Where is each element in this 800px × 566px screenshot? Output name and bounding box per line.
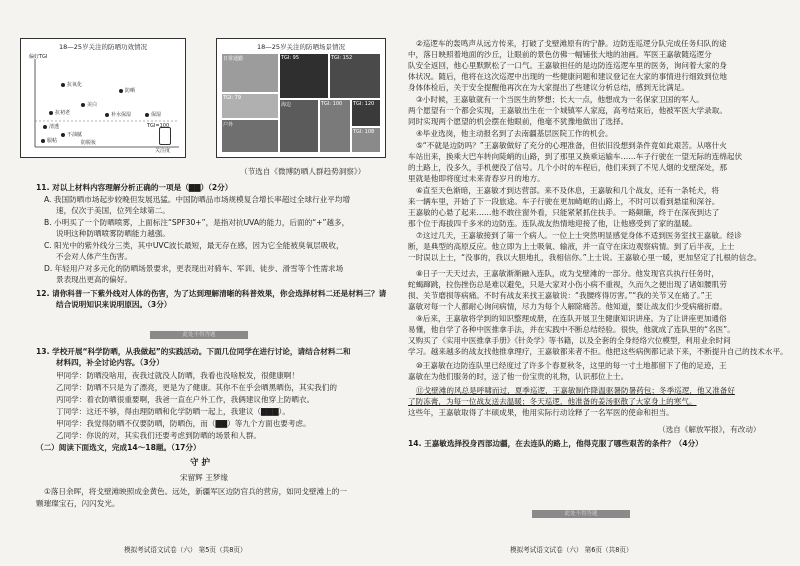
point-buyouni bbox=[61, 133, 65, 137]
right-page bbox=[400, 0, 800, 566]
treemap-cell-commute bbox=[221, 53, 279, 93]
treemap-cell-tgi152-label: TGI: 152 bbox=[331, 55, 353, 61]
point-bushui bbox=[105, 113, 109, 117]
article-line-21: ⑧日子一天天过去，王嘉敏渐渐融入连队，成为戈壁滩的一部分。他发现官兵执行任务时， bbox=[416, 269, 719, 278]
label-meibai: 美白 bbox=[87, 102, 98, 108]
article-line-18: ⑦这过几天，王嘉敏接到了第一个病人。一位上士突然明显感觉身体不适到医务室找王嘉敏。经诊 bbox=[416, 231, 742, 240]
article-line-08: 同时实现两个愿望的机会摆在他眼前，他毫不犹豫地做出了选择。 bbox=[408, 117, 629, 126]
article-line-33: 这些年，王嘉敏取得了丰硕成果，他用实际行动诠释了一名军医的使命和担当。 bbox=[408, 408, 674, 417]
label-buyouni: 不油腻 bbox=[67, 132, 83, 138]
q11-option-d-line2: 景表现出更高的偏好。 bbox=[56, 275, 132, 284]
article-authors: 宋留辉 王梦缘 bbox=[180, 473, 228, 482]
treemap-cell-outdoor bbox=[221, 119, 279, 153]
q11-stem: 11. 对以上材料内容理解分析正确的一项是（▇▇）（2分） bbox=[36, 183, 233, 192]
sunscreen-effect-panel bbox=[20, 38, 186, 158]
article-line-24: 嘉敏对每一个人都耐心询问病情，尽力为每个人解除痛苦。他知道，要让战友们少受病痛折磨。 bbox=[408, 302, 727, 311]
article-line-07: 两个愿望有一个都会实现，王嘉敏出生在一个城镇军人家庭，高考结束后，他被军医大学录取。 bbox=[408, 106, 727, 115]
left-panel-title: 18—25岁关注的防晒功效情况 bbox=[58, 43, 148, 51]
q13-dialog-jia: 甲同学：防晒没啥用，夜我过就没人防晒，我看也没啥脱发，很健康啊！ bbox=[56, 371, 299, 380]
article-line-28: 学习。越来越多的战友找他推拿理疗，王嘉敏都来者不拒。他把这些病例都记录下来，不断提升自己的技术水平。 bbox=[408, 347, 788, 356]
label-baoshi: 保湿 bbox=[151, 112, 162, 118]
article-para1-line1: ①落日余晖，将戈壁滩映照成金黄色。远处，新疆军区边防官兵的营房，如同戈壁滩上的一 bbox=[44, 487, 347, 496]
treemap-cell-outdoor-label: 户外 bbox=[223, 122, 234, 128]
article-line-29: ⑩王嘉敏在边防连队里已经度过了许多个春夏秋冬，这里的每一寸土地都留下了他的足迹，王 bbox=[416, 361, 727, 370]
point-baoshi bbox=[145, 113, 149, 117]
label-tgi100: TGI=100 bbox=[147, 123, 170, 129]
q11-option-a-line1: A. 我国防晒市场起步较晚但发展迅猛。中国防晒品市场规模复合增长率超过全球行业平均增 bbox=[44, 195, 351, 204]
article-line-22: 蛇蝎蹿跳，拉伤挫伤总是难以避免，只是大家对小伤小病不重视，久而久之便出现了诸如腰肌劳 bbox=[408, 280, 727, 289]
article-line-11: 车站出来，换乘大巴车转向陡峭的山路，到了那里又换乘运输车……车子行驶在一望无际的连绵起伏 bbox=[408, 152, 743, 161]
treemap-cell-beach-label: 海边 bbox=[281, 102, 292, 108]
label-kangchulao: 抗初老 bbox=[55, 110, 71, 116]
treemap-cell-beach bbox=[279, 99, 319, 153]
q13-line2: 材料四，补全讨论内容。（3分） bbox=[56, 358, 164, 367]
footer-left: 模拟考试语文试卷（六） 第5页（共8页） bbox=[124, 546, 247, 554]
article-title: 守 护 bbox=[190, 458, 210, 468]
article-line-17: 那个位于海拔四千多米的边防连。连队战友热情地迎接了他，让他感受到了家的温暖。 bbox=[408, 219, 697, 228]
article-source: （选自《解放军报》，有改动） bbox=[658, 425, 761, 434]
point-qingtou bbox=[43, 125, 47, 129]
q11-option-c-line2: 不会对人体产生伤害。 bbox=[56, 252, 132, 261]
treemap-cell-tgi95 bbox=[279, 53, 329, 99]
treemap-cell-tgi152 bbox=[329, 53, 381, 99]
point-fangshai bbox=[119, 89, 123, 93]
q14-no-answer-box: 此处不得答题 bbox=[532, 510, 630, 518]
treemap-cell-tgi108 bbox=[351, 127, 381, 153]
article-line-26: 易懂，他自学了各种中医推拿手法，并在实践中不断总结经验。很快，他就成了连队里的“名医”。 bbox=[408, 325, 735, 334]
q13-dialog-yi: 乙同学：防晒不只是为了漂亮，更是为了健康。其你不在乎会晒黑晒伤，其实我们的 bbox=[56, 383, 337, 392]
label-fangtuozhuang: 防脱妆 bbox=[81, 140, 97, 146]
article-line-04: 体状况。随后，他将在这次巡逻中出现的一些健康问题和建议登记在大家的事情进行细致到位地 bbox=[408, 72, 727, 81]
axis-label-attention: 关注度 bbox=[155, 148, 171, 154]
label-qingtou: 清透 bbox=[49, 124, 60, 130]
q13-dialog-ding: 丁同学：这还不够，得由理防晒和化学防晒一起上，我建议（▇▇▇）。 bbox=[56, 407, 290, 416]
article-line-27: 又购买了《实用中医推拿手册》《针灸学》等书籍，以及全套的全身经络穴位模型，利用业余时间 bbox=[408, 336, 731, 345]
article-line-10: ⑤“不就是边防吗？”王嘉敏做好了充分的心理准备，但依旧没想到条件竟如此艰苦。从喀什火 bbox=[416, 141, 727, 150]
article-line-01: ②巡逻车的轰鸣声从远方传来，打破了戈壁滩原有的宁静。边防连巡逻分队完成任务归队的途 bbox=[416, 39, 727, 48]
label-bushui: 补水保湿 bbox=[111, 112, 132, 118]
article-line-19: 断，是典型的高原反应。他立即为上士吸氧、输液，并一直守在床边观察病情。到了后半夜，上士 bbox=[408, 242, 735, 251]
article-line-15: 来一辆车里，开始了下一段旅途。车子行驶在更加崎岖的山路上，不时可以看到悬崖和深谷。 bbox=[408, 197, 720, 206]
article-line-06: ③小时候，王嘉敏就有一个当医生的梦想；长大一点，他想成为一名保家卫国的军人。 bbox=[416, 95, 704, 104]
q11-option-c-line1: C. 阳光中的紫外线分三类，其中UVC波长最短，最无存在感，因为它全能被臭氧层吸收， bbox=[44, 241, 344, 250]
q11-option-b-line2: 说明这种防晒喷雾防晒能力越强。 bbox=[56, 229, 170, 238]
sunscreen-bottle-icon bbox=[159, 127, 171, 145]
point-kangyanghua bbox=[61, 83, 65, 87]
article-line-16: 王嘉敏的心悬了起来……他不敢往窗外看，只能紧紧抓住扶手。一路颠簸，终于在深夜到达了 bbox=[408, 208, 720, 217]
article-line-03: 队安全返回，他心里默默松了一口气。王嘉敏担任的是边防连巡逻车里的医务，询问着大家的身 bbox=[408, 61, 727, 70]
q13-dialog-bing: 丙同学：着衣防晒很重要啊，我爸一直在户外工作，我俩建议他穿上防晒衣。 bbox=[56, 395, 315, 404]
label-kangyanghua: 抗氧化 bbox=[67, 82, 83, 88]
q13-dialog-yi2: 乙同学：你说的对，其实我们还要考虑到防晒的场景和人群。 bbox=[56, 431, 262, 440]
q14-stem: 14. 王嘉敏选择投身西部边疆，在去连队的路上，他得克服了哪些艰苦的条件？（4分） bbox=[408, 439, 703, 448]
label-futie: 服帖 bbox=[47, 138, 58, 144]
treemap-cell-tgi79-label: TGI: 79 bbox=[223, 95, 242, 101]
q12-line2: 结合说明知识来说明原因。（3分） bbox=[56, 300, 172, 309]
point-kangchulao bbox=[49, 111, 53, 115]
article-line-02: 中，落日映照着地面的沙丘，让眼前的景色仿佛一幅铺张大地的油画。军医王嘉敏随巡逻分 bbox=[408, 50, 712, 59]
article-line-23: 损、关节磨损等病痛。不时有战友来找王嘉敏说：“我腰疼得厉害。”“我的关节又在痛了。”王 bbox=[408, 291, 713, 300]
treemap-cell-tgi108-label: TGI: 108 bbox=[353, 129, 375, 135]
q13-dialog-jia2: 甲同学：我觉得防晒不仅要防晒，防晒伤，而（▇▇）等九个方面也要考虑。 bbox=[56, 419, 311, 428]
treemap-cell-tgi100-label: TGI: 100 bbox=[321, 101, 343, 107]
article-line-30: 嘉敏在为他们服务的时，送了他一份宝贵的礼物，认识那位上士。 bbox=[408, 372, 629, 381]
q11-option-a-line2: 速，仅次于美国，位列全球第二。 bbox=[56, 206, 170, 215]
article-line-25: ⑨后来，王嘉敏将学到的知识整理成册，在连队开展卫生健康知识讲座。为了让讲座更加通俗 bbox=[416, 314, 727, 323]
treemap-cell-tgi120 bbox=[351, 99, 381, 127]
article-line-05: 身体体检后，关于安全提醒他再次在为大家提出了些建议分析总结，感到无比满足。 bbox=[408, 83, 689, 92]
treemap-cell-tgi79 bbox=[221, 93, 279, 119]
article-line-20: 一时误以上士，“没事的，我以大胆地扎，我相信你。”上士说。王嘉敏心里一暖，更加坚定了扎根的信念。 bbox=[408, 253, 762, 262]
axis-label-tgi: 偏好TGI bbox=[29, 54, 48, 60]
point-meibai bbox=[81, 103, 85, 107]
article-line-12: 的土路上，没多久，手机便没了信号。几个小时的车程后，他们来到了不见人烟的戈壁深处，那 bbox=[408, 163, 727, 172]
q12-no-answer-box: 此处不得答题 bbox=[150, 331, 248, 339]
article-para1-line2: 颗璀璨宝石，闪闪发光。 bbox=[36, 499, 120, 508]
article-line-13: 里就是他即将度过未来青春岁月的地方。 bbox=[408, 174, 545, 183]
figure-area bbox=[20, 38, 386, 158]
q11-option-d-line1: D. 年轻用户对多元化的防晒场景要求，更表现出对骑车、军训、徒步、滑雪等个性需求场 bbox=[44, 264, 344, 273]
article-line-09: ④毕业选岗，他主动报名到了去南疆基层医院工作的机会。 bbox=[416, 129, 613, 138]
figure-source: （节选自《微博防晒人群趋势洞察》） bbox=[240, 167, 366, 176]
article-line-31: ⑪戈壁滩的风总是呼啸而过，夏季巡逻，王嘉敏制作降温驱暑防暑药包；冬季巡逻，他又准备好 bbox=[416, 386, 735, 395]
treemap-cell-tgi95-label: TGI: 95 bbox=[281, 55, 300, 61]
article-line-32: 了防冻膏，为每一位战友送去温暖；冬天巡逻，他准备的姜汤驱散了大家身上的寒气。 bbox=[408, 397, 697, 406]
sunscreen-scene-panel bbox=[216, 38, 386, 158]
treemap-cell-tgi120-label: TGI: 120 bbox=[353, 101, 375, 107]
right-panel-title: 18—25岁关注的防晒场景情况 bbox=[256, 43, 346, 51]
q11-option-b-line1: B. 小明买了一个防晒喷雾，上面标注“SPF30+”，是指对抗UVA的能力，后面的“+”越多， bbox=[44, 218, 350, 227]
section-heading: （二）阅读下面选文，完成14～18题。（17分） bbox=[36, 443, 201, 452]
treemap-cell-tgi100 bbox=[319, 99, 351, 153]
q12-line1: 12. 请你科普一下紫外线对人体的伤害，为了达到理解清晰的科普效果，你会选择材料二还是材料三？请 bbox=[36, 289, 387, 298]
treemap-cell-commute-label: 日常通勤 bbox=[223, 56, 244, 62]
point-futie bbox=[41, 139, 45, 143]
q13-line1: 13. 学校开展“科学防晒，从我做起”的实践活动。下面几位同学在进行讨论，请结合材料二和 bbox=[36, 347, 351, 356]
article-line-14: ⑥直至天色渐暗，王嘉敏才到达营部。来不及休息，王嘉敏和几个战友，还有一条牦犬，将 bbox=[416, 186, 719, 195]
label-fangshai: 防晒 bbox=[125, 88, 136, 94]
footer-right: 模拟考试语文试卷（六） 第6页（共8页） bbox=[510, 546, 633, 554]
